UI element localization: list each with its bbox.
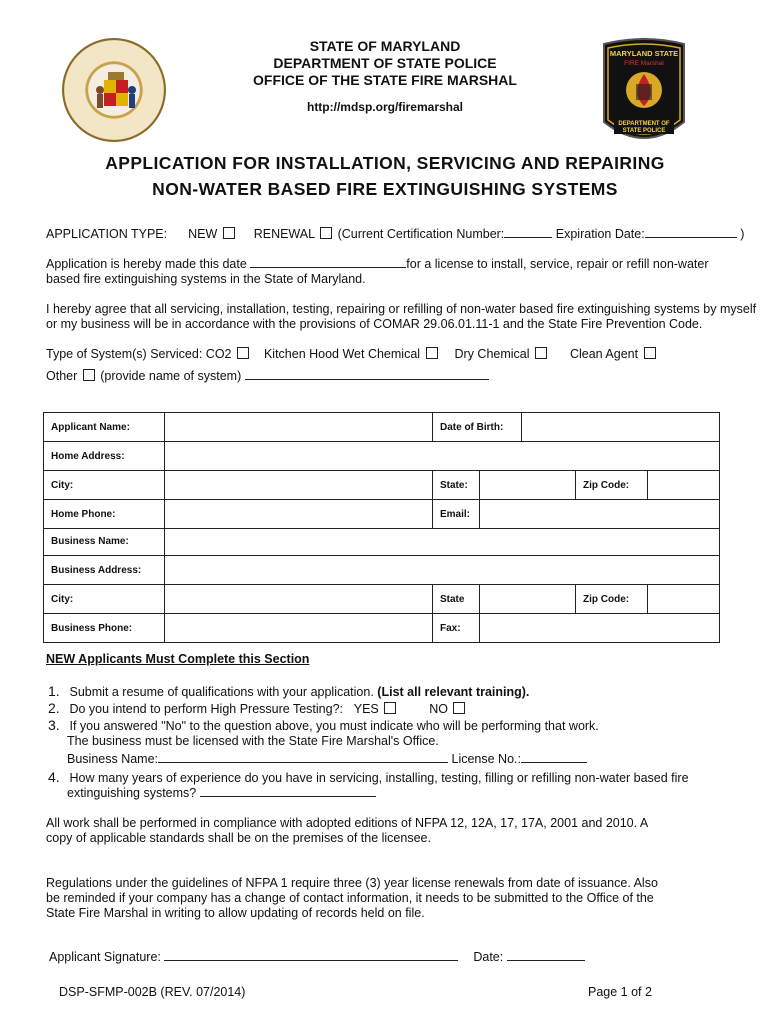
- application-date-field[interactable]: [250, 257, 406, 268]
- license-no-label: License No.:: [451, 752, 521, 766]
- other-checkbox[interactable]: [83, 369, 95, 381]
- application-type-label: APPLICATION TYPE:: [46, 227, 168, 241]
- header-office: OFFICE OF THE STATE FIRE MARSHAL: [253, 72, 517, 88]
- table-row: [44, 500, 719, 529]
- zip-field[interactable]: [648, 471, 719, 499]
- city-label: City:: [44, 471, 165, 499]
- applicant-info-table: [43, 412, 720, 643]
- expiration-date-field[interactable]: [645, 227, 737, 238]
- table-row: [44, 585, 719, 614]
- close-paren: ): [740, 227, 745, 241]
- badge-bottom-text-2: STATE POLICE: [622, 128, 666, 134]
- new-label: NEW: [188, 227, 218, 241]
- item-3-number: 3.: [48, 717, 60, 733]
- clean-agent-label: Clean Agent: [569, 347, 639, 361]
- cert-number-field[interactable]: [504, 227, 552, 238]
- agreement-line1: I hereby agree that all servicing, installation, testing, repairing or refilling of non-water based fire extinguishing systems by myself: [46, 302, 757, 316]
- header-state: STATE OF MARYLAND: [309, 38, 461, 54]
- business-city-label: City:: [44, 585, 165, 613]
- applicant-name-label: Applicant Name:: [44, 413, 165, 441]
- item3-business-name-label: Business Name:: [67, 752, 159, 766]
- renewal-checkbox[interactable]: [320, 227, 332, 239]
- regulations-line3: State Fire Marshal in writing to allow updating of records held on file.: [46, 906, 425, 920]
- item3-business-name-field[interactable]: [158, 752, 448, 763]
- no-label: NO: [429, 702, 448, 716]
- table-row: [44, 442, 719, 471]
- other-note: (provide name of system): [100, 369, 242, 383]
- clean-agent-checkbox[interactable]: [644, 347, 656, 359]
- regulations-paragraph: [46, 876, 726, 921]
- applicant-name-field[interactable]: [165, 413, 433, 441]
- table-row: [44, 556, 719, 585]
- badge-top-text: MARYLAND STATE: [609, 49, 679, 58]
- header-url-link[interactable]: http://mdsp.org/firemarshal: [306, 100, 464, 114]
- years-experience-field[interactable]: [200, 786, 376, 797]
- application-purpose-line2: based fire extinguishing systems in the State of Maryland.: [46, 272, 366, 286]
- home-phone-field[interactable]: [165, 500, 433, 528]
- yes-checkbox[interactable]: [384, 702, 396, 714]
- business-phone-label: Business Phone:: [44, 614, 165, 642]
- signature-field[interactable]: [164, 950, 458, 961]
- business-name-label: Business Name:: [44, 529, 165, 555]
- state-label: State:: [433, 471, 480, 499]
- co2-label: CO2: [205, 347, 232, 361]
- system-type-label: Type of System(s) Serviced:: [46, 347, 203, 361]
- table-row: [44, 471, 719, 500]
- form-title-line2: NON-WATER BASED FIRE EXTINGUISHING SYSTEMS: [152, 179, 618, 199]
- dob-field[interactable]: [522, 413, 719, 441]
- home-phone-label: Home Phone:: [44, 500, 165, 528]
- other-system-row: [46, 369, 489, 383]
- yes-label: YES: [353, 702, 379, 716]
- business-license-row: [67, 752, 587, 766]
- table-row: [44, 413, 719, 442]
- item-2: [48, 700, 467, 716]
- business-address-label: Business Address:: [44, 556, 165, 584]
- page-number: Page 1 of 2: [588, 985, 652, 999]
- system-type-row: [46, 347, 658, 361]
- dob-label: Date of Birth:: [433, 413, 522, 441]
- item-2-number: 2.: [48, 700, 60, 716]
- kitchen-hood-label: Kitchen Hood Wet Chemical: [263, 347, 421, 361]
- application-date-text: Application is hereby made this date: [46, 257, 247, 271]
- co2-checkbox[interactable]: [237, 347, 249, 359]
- item-2-text: Do you intend to perform High Pressure Testing?:: [69, 702, 344, 716]
- badge-bottom-text-1: DEPARTMENT OF: [618, 121, 670, 127]
- item-1-text: Submit a resume of qualifications with your application.: [69, 685, 374, 699]
- business-zip-label: Zip Code:: [576, 585, 648, 613]
- fax-label: Fax:: [433, 614, 480, 642]
- kitchen-hood-checkbox[interactable]: [426, 347, 438, 359]
- dry-chemical-checkbox[interactable]: [535, 347, 547, 359]
- state-police-badge: [600, 38, 688, 150]
- fax-field[interactable]: [480, 614, 719, 642]
- business-phone-field[interactable]: [165, 614, 433, 642]
- business-city-field[interactable]: [165, 585, 433, 613]
- header-department: DEPARTMENT OF STATE POLICE: [273, 55, 497, 71]
- email-field[interactable]: [480, 500, 719, 528]
- form-title-line1: APPLICATION FOR INSTALLATION, SERVICING AND REPAIRING: [105, 153, 665, 173]
- application-date-row: [46, 257, 709, 271]
- dry-chemical-label: Dry Chemical: [454, 347, 530, 361]
- business-name-field[interactable]: [165, 529, 719, 555]
- home-address-label: Home Address:: [44, 442, 165, 470]
- compliance-line1: All work shall be performed in compliance with adopted editions of NFPA 12, 12A, 17, 17A, 2001 and 2010. A: [46, 816, 649, 830]
- badge-sub-text: FIRE Marshal: [624, 60, 664, 67]
- item-1-bold-text: (List all relevant training).: [377, 685, 530, 699]
- new-applicants-heading: NEW Applicants Must Complete this Section: [46, 652, 310, 666]
- agreement-line2: or my business will be in accordance with the provisions of COMAR 29.06.01.11-1 and the State Fire Prevention Code.: [46, 317, 703, 331]
- regulations-line2: be reminded if your company has a change of contact information, it needs to be submitted to the Office of the: [46, 891, 654, 905]
- signature-row: [49, 950, 585, 964]
- item-4: [48, 769, 689, 785]
- application-type-row: [46, 227, 744, 241]
- cert-number-label: (Current Certification Number:: [337, 227, 505, 241]
- item-3-line2: The business must be licensed with the State Fire Marshal's Office.: [67, 734, 439, 748]
- compliance-paragraph: [46, 816, 726, 846]
- business-address-field[interactable]: [165, 556, 719, 584]
- new-checkbox[interactable]: [223, 227, 235, 239]
- signature-date-label: Date:: [473, 950, 504, 964]
- business-state-label: State: [433, 585, 480, 613]
- renewal-label: RENEWAL: [253, 227, 315, 241]
- item-4-line2: [67, 786, 376, 800]
- business-zip-field[interactable]: [648, 585, 719, 613]
- state-field[interactable]: [480, 471, 576, 499]
- city-field[interactable]: [165, 471, 433, 499]
- item-3: [48, 717, 599, 733]
- other-label: Other: [46, 369, 78, 383]
- form-id: DSP-SFMP-002B (REV. 07/2014): [59, 985, 246, 999]
- table-row: [44, 614, 719, 643]
- item-4-text: How many years of experience do you have in servicing, installing, testing, filling or refilling non-water based fire: [69, 771, 689, 785]
- compliance-line2: copy of applicable standards shall be on the premises of the licensee.: [46, 831, 431, 845]
- item-1: [48, 683, 529, 699]
- other-system-field[interactable]: [245, 369, 489, 380]
- item-4-number: 4.: [48, 769, 60, 785]
- expiration-date-label: Expiration Date:: [555, 227, 645, 241]
- application-purpose-text: for a license to install, service, repair or refill non-water: [406, 257, 709, 271]
- business-state-field[interactable]: [480, 585, 576, 613]
- signature-label: Applicant Signature:: [49, 950, 161, 964]
- no-checkbox[interactable]: [453, 702, 465, 714]
- item-1-number: 1.: [48, 683, 60, 699]
- table-row: [44, 529, 719, 556]
- regulations-line1: Regulations under the guidelines of NFPA 1 require three (3) year license renewals from date of issuance. Also: [46, 876, 658, 890]
- email-label: Email:: [433, 500, 480, 528]
- home-address-field[interactable]: [165, 442, 719, 470]
- signature-date-field[interactable]: [507, 950, 585, 961]
- license-no-field[interactable]: [521, 752, 587, 763]
- item-3-text: If you answered "No" to the question above, you must indicate who will be performing that work.: [69, 719, 599, 733]
- zip-label: Zip Code:: [576, 471, 648, 499]
- item-4-line2-text: extinguishing systems?: [67, 786, 197, 800]
